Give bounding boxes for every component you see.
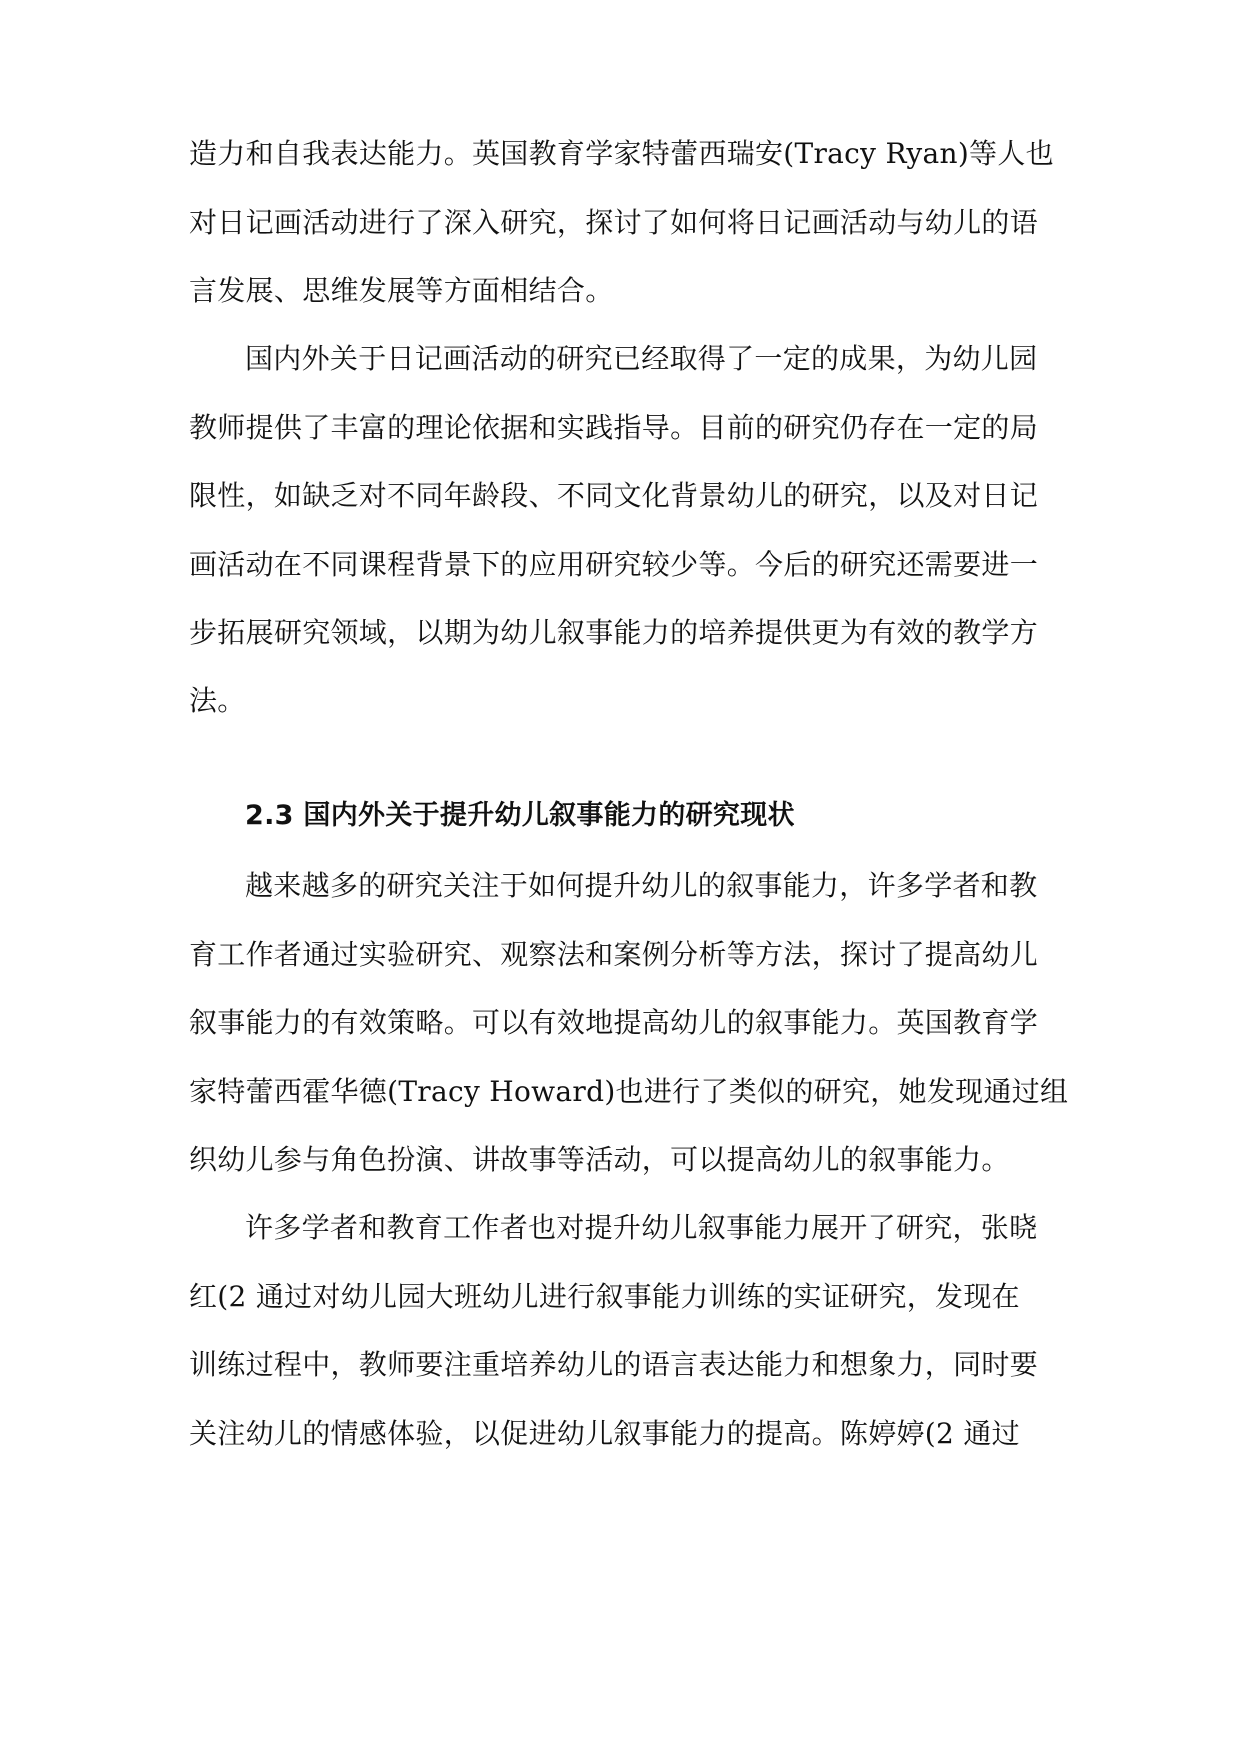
paragraph-line: 言发展、思维发展等方面相结合。 bbox=[189, 274, 614, 307]
paragraph-line: 训练过程中，教师要注重培养幼儿的语言表达能力和想象力，同时要 bbox=[189, 1348, 1039, 1381]
paragraph-line: 法。 bbox=[189, 684, 246, 717]
paragraph-line: 织幼儿参与角色扮演、讲故事等活动，可以提高幼儿的叙事能力。 bbox=[189, 1143, 1010, 1176]
paragraph-line: 造力和自我表达能力。英国教育学家特蕾西瑞安(Tracy Ryan)等人也 bbox=[189, 137, 1054, 170]
paragraph-line: 叙事能力的有效策略。可以有效地提高幼儿的叙事能力。英国教育学 bbox=[189, 1006, 1039, 1039]
paragraph-line: 国内外关于日记画活动的研究已经取得了一定的成果，为幼儿园 bbox=[245, 342, 1038, 375]
paragraph-line: 红(2 通过对幼儿园大班幼儿进行叙事能力训练的实证研究，发现在 bbox=[189, 1280, 1020, 1313]
paragraph-line: 画活动在不同课程背景下的应用研究较少等。今后的研究还需要进一 bbox=[189, 548, 1039, 581]
paragraph-line: 限性，如缺乏对不同年龄段、不同文化背景幼儿的研究，以及对日记 bbox=[189, 479, 1039, 512]
paragraph-line: 关注幼儿的情感体验，以促进幼儿叙事能力的提高。陈婷婷(2 通过 bbox=[189, 1417, 1020, 1450]
paragraph-line: 教师提供了丰富的理论依据和实践指导。目前的研究仍存在一定的局 bbox=[189, 411, 1039, 444]
paragraph-line: 越来越多的研究关注于如何提升幼儿的叙事能力，许多学者和教 bbox=[245, 869, 1038, 902]
paragraph-line: 对日记画活动进行了深入研究，探讨了如何将日记画活动与幼儿的语 bbox=[189, 206, 1039, 239]
paragraph-line: 育工作者通过实验研究、观察法和案例分析等方法，探讨了提高幼儿 bbox=[189, 938, 1039, 971]
section-heading: 2.3 国内外关于提升幼儿叙事能力的研究现状 bbox=[245, 800, 795, 831]
paragraph-line: 家特蕾西霍华德(Tracy Howard)也进行了类似的研究，她发现通过组 bbox=[189, 1075, 1069, 1108]
paragraph-line: 许多学者和教育工作者也对提升幼儿叙事能力展开了研究，张晓 bbox=[245, 1211, 1038, 1244]
paragraph-line: 步拓展研究领域，以期为幼儿叙事能力的培养提供更为有效的教学方 bbox=[189, 616, 1039, 649]
